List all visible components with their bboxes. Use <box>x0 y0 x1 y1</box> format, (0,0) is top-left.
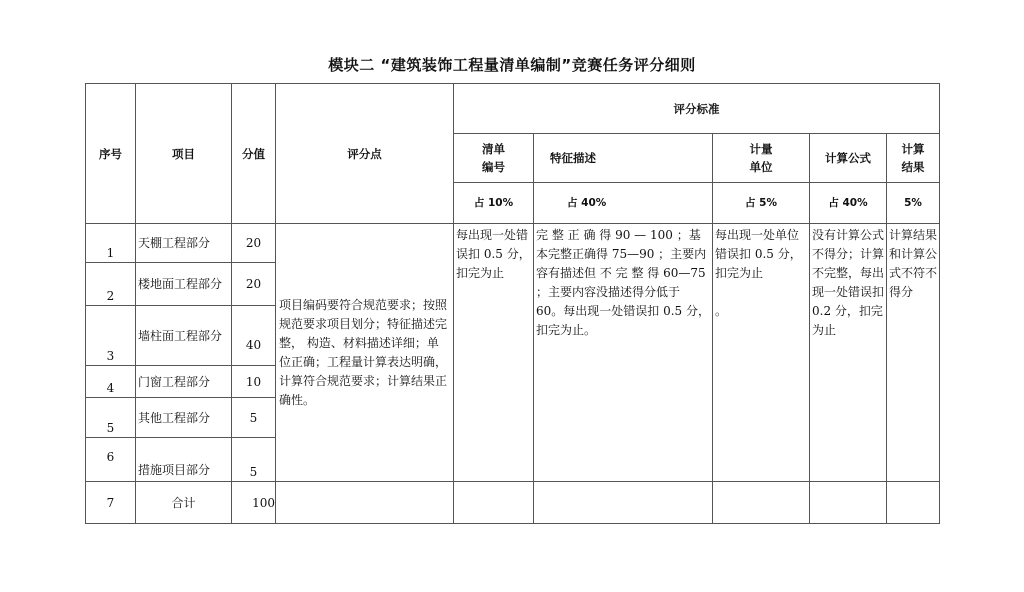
page-title: 模块二 “建筑装饰工程量清单编制”竞赛任务评分细则 <box>328 56 696 74</box>
header-code-line1: 清单 <box>482 142 505 156</box>
header-code-line2: 编号 <box>482 160 505 174</box>
total-label: 合计 <box>136 482 232 524</box>
pct-code: 占 10% <box>454 183 534 224</box>
total-score: 100 <box>232 482 276 524</box>
scoring-table <box>85 83 940 524</box>
row-score: 40 <box>232 306 276 366</box>
criteria-formula: 没有计算公式不得分；计算不完整，每出现一处错误扣 0.2 分，扣完为止 <box>810 224 887 482</box>
total-empty-cell <box>887 482 940 524</box>
pct-formula: 占 40% <box>810 183 887 224</box>
header-result-line2: 结果 <box>901 160 925 174</box>
criteria-feature: 完 整 正 确 得 90 — 100 ；基本完整正确得 75—90 ；主要内容有描述但 不 完 整 得 60—75 ；主要内容没描述得分低于 60。每出现一处错误扣 0.5 分， 扣完为止。 <box>534 224 713 482</box>
row-item: 楼地面工程部分 <box>136 263 232 306</box>
total-seq: 7 <box>86 482 136 524</box>
header-seq: 序号 <box>86 84 136 224</box>
pct-feature: 占 40% <box>534 183 713 224</box>
scoring-points: 项目编码要符合规范要求；按照规范要求项目划分；特征描述完整， 构造、材料描述详细；单位正确；工程量计算表达明确，计算符合规范要求；计算结果正确性。 <box>276 224 454 482</box>
header-feature: 特征描述 <box>534 134 713 183</box>
total-empty-cell <box>534 482 713 524</box>
total-empty-cell <box>713 482 810 524</box>
row-score: 5 <box>232 398 276 438</box>
row-seq: 1 <box>86 224 136 263</box>
header-code <box>454 134 534 183</box>
header-standard: 评分标准 <box>454 84 940 134</box>
row-score: 20 <box>232 263 276 306</box>
total-empty-cell <box>454 482 534 524</box>
row-score: 5 <box>232 438 276 482</box>
row-seq: 4 <box>86 366 136 398</box>
pct-result: 5% <box>887 183 940 224</box>
row-score: 10 <box>232 366 276 398</box>
pct-unit: 占 5% <box>713 183 810 224</box>
header-unit-line1: 计量 <box>749 142 773 156</box>
header-item: 项目 <box>136 84 232 224</box>
total-empty-cell <box>276 482 454 524</box>
header-formula: 计算公式 <box>810 134 887 183</box>
header-result-line1: 计算 <box>901 142 925 156</box>
criteria-unit <box>713 224 810 482</box>
row-seq: 3 <box>86 306 136 366</box>
header-unit-line2: 单位 <box>749 160 773 174</box>
criteria-unit-text: 每出现一处单位错误扣 0.5 分，扣完为止 <box>715 228 802 280</box>
criteria-unit-tail: 。 <box>715 304 728 318</box>
total-row <box>86 482 940 524</box>
criteria-code: 每出现一处错误扣 0.5 分， 扣完为止 <box>454 224 534 482</box>
row-item: 墙柱面工程部分 <box>136 306 232 366</box>
row-seq: 2 <box>86 263 136 306</box>
header-points: 评分点 <box>276 84 454 224</box>
total-empty-cell <box>810 482 887 524</box>
header-result <box>887 134 940 183</box>
header-unit <box>713 134 810 183</box>
row-item: 其他工程部分 <box>136 398 232 438</box>
row-item: 天棚工程部分 <box>136 224 232 263</box>
criteria-result: 计算结果和计算公式不符不得分 <box>887 224 940 482</box>
row-seq: 6 <box>86 438 136 482</box>
header-row-1 <box>86 84 940 134</box>
row-seq: 5 <box>86 398 136 438</box>
row-item: 措施项目部分 <box>136 438 232 482</box>
header-score: 分值 <box>232 84 276 224</box>
table-row <box>86 224 940 263</box>
row-score: 20 <box>232 224 276 263</box>
row-item: 门窗工程部分 <box>136 366 232 398</box>
